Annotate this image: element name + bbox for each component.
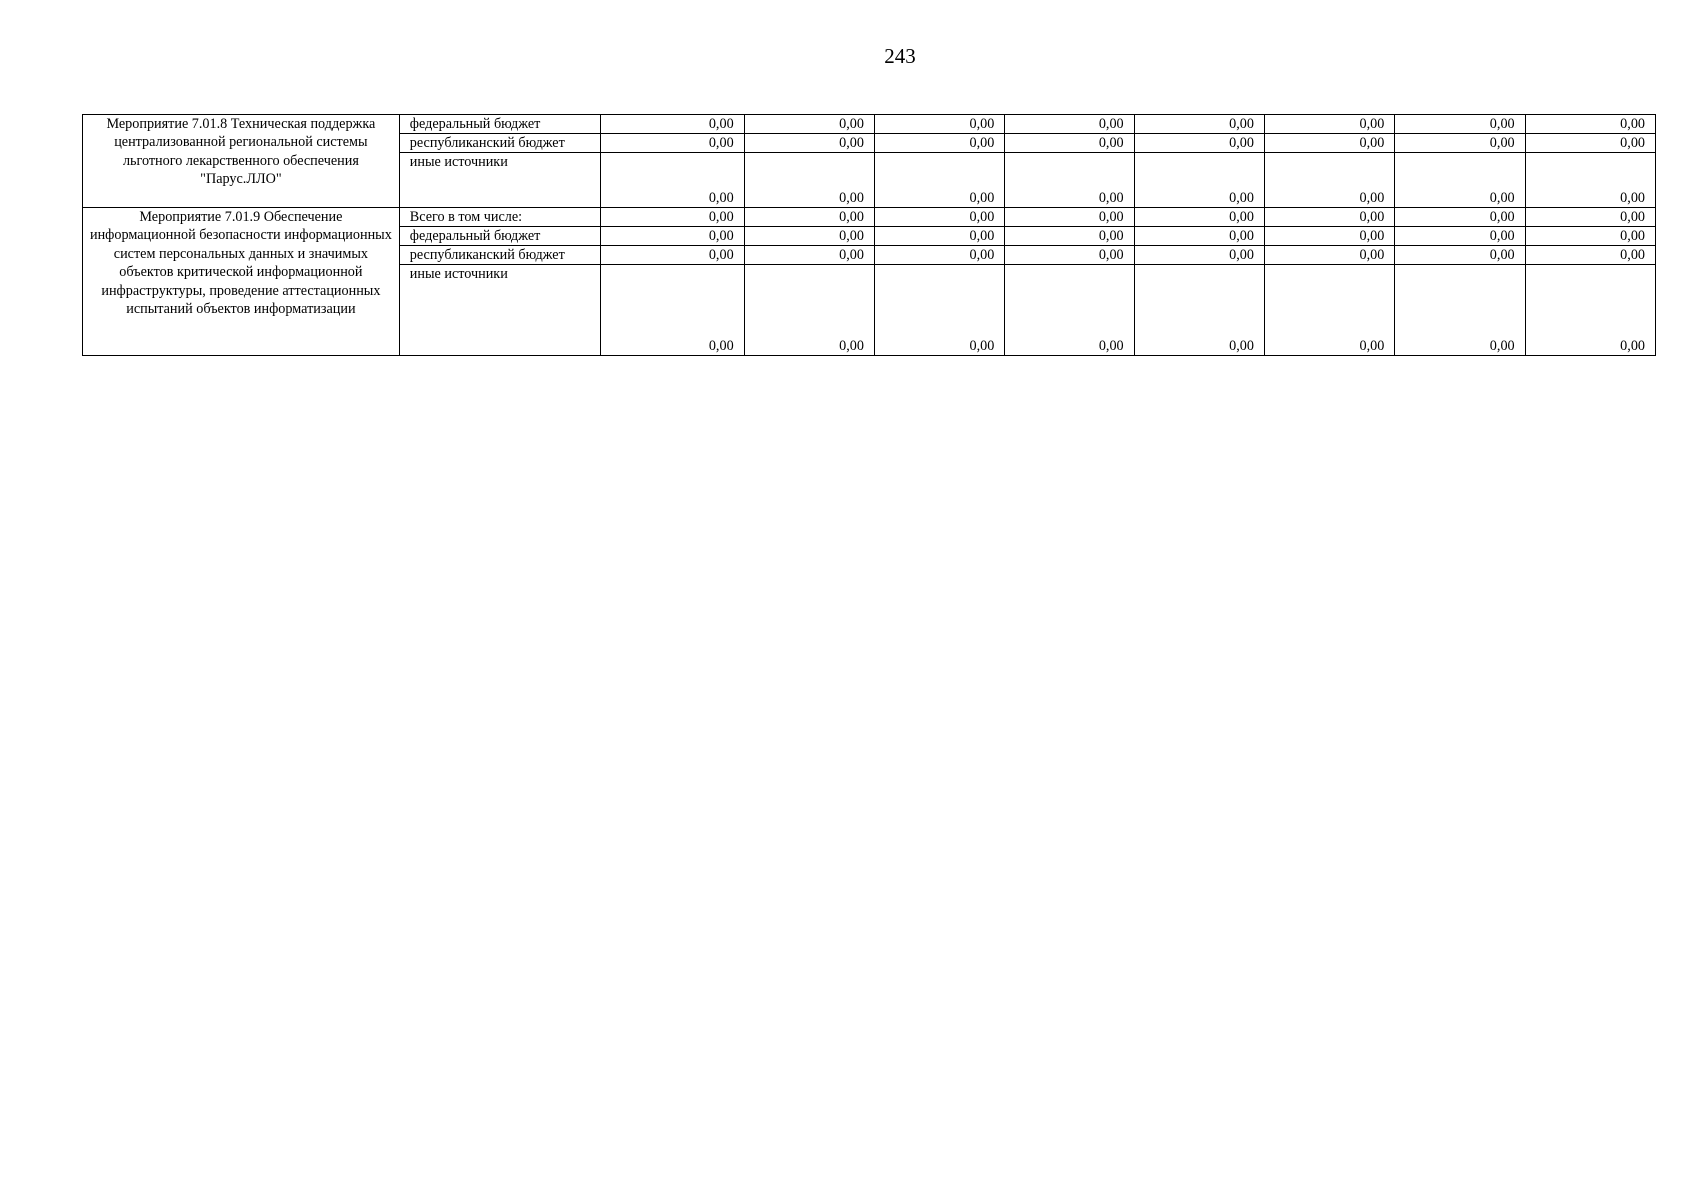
funding-table [82, 114, 1656, 356]
activity-name: Мероприятие 7.01.9 Обеспечение информационной безопасности информационных систем персональных данных и значимых объектов критической информационной инфраструктуры, проведение аттестационных испытаний объектов информатизации [83, 208, 400, 356]
value-cell: 0,00 [874, 227, 1004, 246]
value-cell: 0,00 [1134, 265, 1264, 356]
value-cell: 0,00 [874, 208, 1004, 227]
page-number: 243 [884, 44, 916, 68]
value-cell: 0,00 [1525, 134, 1655, 153]
value-cell: 0,00 [1264, 246, 1394, 265]
value-cell: 0,00 [744, 134, 874, 153]
value-cell: 0,00 [1525, 265, 1655, 356]
value-cell: 0,00 [1525, 208, 1655, 227]
value-cell: 0,00 [744, 208, 874, 227]
value-cell: 0,00 [601, 246, 744, 265]
value-cell: 0,00 [1134, 246, 1264, 265]
funding-source: республиканский бюджет [399, 246, 601, 265]
value-cell: 0,00 [1005, 134, 1134, 153]
value-cell: 0,00 [874, 246, 1004, 265]
value-cell: 0,00 [874, 153, 1004, 208]
value-cell: 0,00 [1264, 227, 1394, 246]
value-cell: 0,00 [1005, 115, 1134, 134]
value-cell: 0,00 [601, 134, 744, 153]
value-cell: 0,00 [1134, 227, 1264, 246]
funding-source: федеральный бюджет [399, 227, 601, 246]
value-cell: 0,00 [874, 265, 1004, 356]
value-cell: 0,00 [601, 153, 744, 208]
value-cell: 0,00 [1525, 246, 1655, 265]
value-cell: 0,00 [1395, 134, 1525, 153]
value-cell: 0,00 [1525, 153, 1655, 208]
value-cell: 0,00 [1264, 115, 1394, 134]
value-cell: 0,00 [1264, 265, 1394, 356]
funding-source: Всего в том числе: [399, 208, 601, 227]
value-cell: 0,00 [601, 227, 744, 246]
value-cell: 0,00 [601, 265, 744, 356]
table-row [83, 208, 1656, 227]
value-cell: 0,00 [744, 246, 874, 265]
value-cell: 0,00 [1005, 153, 1134, 208]
value-cell: 0,00 [1264, 134, 1394, 153]
value-cell: 0,00 [1395, 246, 1525, 265]
value-cell: 0,00 [601, 115, 744, 134]
funding-source: иные источники [399, 265, 601, 356]
funding-source: иные источники [399, 153, 601, 208]
value-cell: 0,00 [1264, 208, 1394, 227]
value-cell: 0,00 [1005, 208, 1134, 227]
activity-name: Мероприятие 7.01.8 Техническая поддержка централизованной региональной системы льготного лекарственного обеспечения "Парус.ЛЛО" [83, 115, 400, 208]
table-row [83, 115, 1656, 134]
value-cell: 0,00 [1525, 227, 1655, 246]
value-cell: 0,00 [744, 265, 874, 356]
value-cell: 0,00 [1395, 265, 1525, 356]
value-cell: 0,00 [601, 208, 744, 227]
value-cell: 0,00 [1395, 115, 1525, 134]
value-cell: 0,00 [1395, 208, 1525, 227]
value-cell: 0,00 [1395, 153, 1525, 208]
value-cell: 0,00 [744, 153, 874, 208]
value-cell: 0,00 [1134, 208, 1264, 227]
value-cell: 0,00 [1005, 246, 1134, 265]
value-cell: 0,00 [1395, 227, 1525, 246]
value-cell: 0,00 [874, 115, 1004, 134]
value-cell: 0,00 [1264, 153, 1394, 208]
value-cell: 0,00 [1005, 265, 1134, 356]
funding-source: республиканский бюджет [399, 134, 601, 153]
value-cell: 0,00 [1525, 115, 1655, 134]
value-cell: 0,00 [1005, 227, 1134, 246]
value-cell: 0,00 [744, 115, 874, 134]
value-cell: 0,00 [1134, 115, 1264, 134]
funding-source: федеральный бюджет [399, 115, 601, 134]
value-cell: 0,00 [1134, 134, 1264, 153]
value-cell: 0,00 [1134, 153, 1264, 208]
value-cell: 0,00 [874, 134, 1004, 153]
value-cell: 0,00 [744, 227, 874, 246]
